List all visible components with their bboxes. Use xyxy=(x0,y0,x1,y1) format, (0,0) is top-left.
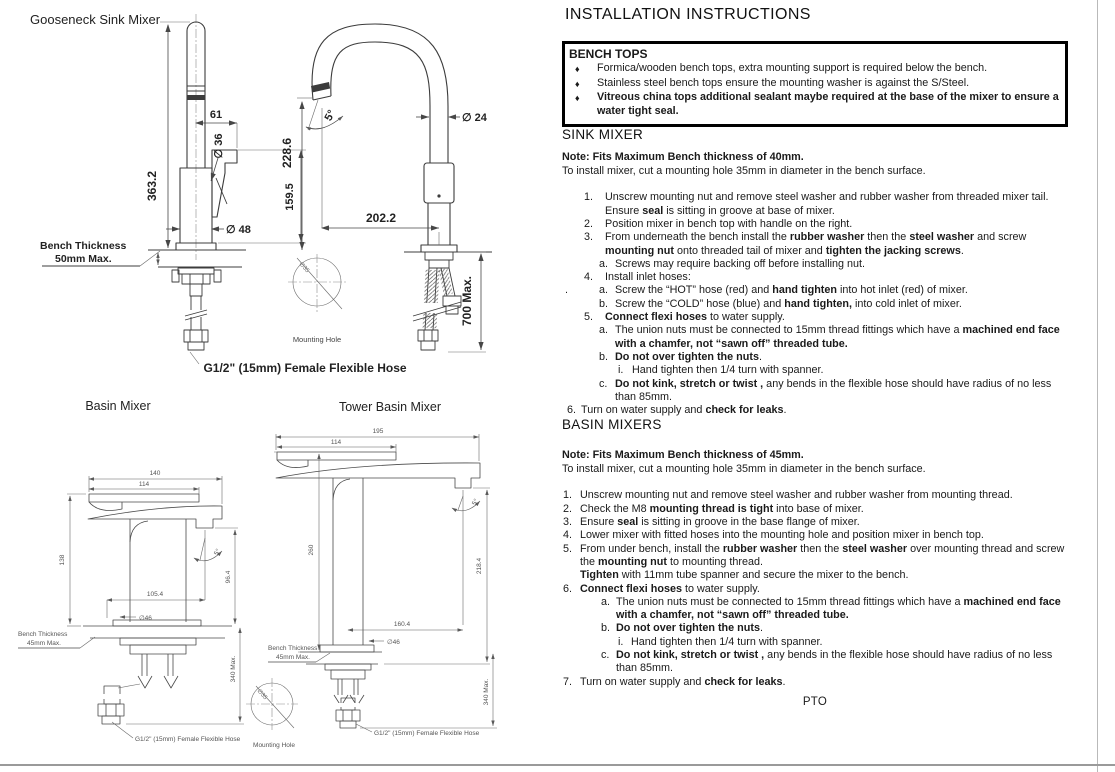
basin-mounting-hole-detail xyxy=(246,678,298,749)
sink-bench-thickness-value: 50mm Max. xyxy=(55,253,112,265)
dim-sink-hole-dia: ∅35 xyxy=(297,261,310,275)
dim-sink-2022: 202.2 xyxy=(365,211,397,225)
list-item: 3. Ensure seal is sitting in groove in the base flange of mixer. xyxy=(563,516,860,529)
dim-sink-dia24: ∅ 24 xyxy=(462,112,487,124)
sink-mixer-steps xyxy=(562,191,1068,417)
sink-mixer-heading: SINK MIXER xyxy=(562,127,644,143)
list-item: 5. Connect flexi hoses to water supply. xyxy=(584,311,785,324)
list-item: 1. Unscrew mounting nut and remove steel washer and rubber washer from mounting thread. xyxy=(563,489,1013,502)
dim-sink-dia36: ∅ 36 xyxy=(213,133,225,159)
list-item: c. Do not kink, stretch or twist , any bends in the flexible hose should have radius of no less than 85mm. xyxy=(599,377,1052,403)
tower-bench-thickness-label: Bench Thickness xyxy=(268,645,318,652)
list-item: i. Hand tighten then 1/4 turn with spanner. xyxy=(618,364,824,377)
sink-bench-thickness-label: Bench Thickness xyxy=(40,240,127,252)
instructions-column xyxy=(562,6,1068,708)
tower-basin-mixer-drawing xyxy=(268,400,497,737)
dim-tower-114: 114 xyxy=(330,439,342,446)
list-item: 3. From underneath the bench install the rubber washer then the steel washer and screw mounting nut onto threaded tail of mixer and tighten the jacking screws. xyxy=(584,231,1027,257)
list-item: 5. From under bench, install the rubber washer then the steel washer over mounting thread and screw the mounting nut to mounting thread. xyxy=(563,542,1065,568)
list-item: a. The union nuts must be connected to 15mm thread fittings which have a machined end face with a chamfer, not “sawn off” threaded tube. xyxy=(601,595,1061,622)
basin-hose-label: G1/2" (15mm) Female Flexible Hose xyxy=(135,736,241,743)
list-item: ♦ Stainless steel bench tops ensure the mounting washer is against the S/Steel. xyxy=(575,76,970,89)
list-item: 4. Lower mixer with fitted hoses into the mounting hole and position mixer in bench top. xyxy=(563,529,984,542)
dim-basin-angle: 5° xyxy=(213,547,223,557)
dim-tower-1604: 160.4 xyxy=(393,621,411,628)
dim-sink-2286: 228.6 xyxy=(280,137,294,169)
basin-bench-thickness-label: Bench Thickness xyxy=(18,631,68,638)
sink-mixer-title: Gooseneck Sink Mixer xyxy=(30,12,161,27)
dim-tower-340max: 340 Max. xyxy=(483,678,490,706)
basin-mixers-heading: BASIN MIXERS xyxy=(562,417,662,433)
sink-mixer-side-view xyxy=(190,24,492,375)
list-item: Tighten with 11mm tube spanner and secure the mixer to the bench. xyxy=(580,569,909,582)
page-edge-bottom xyxy=(0,764,1115,766)
list-item: b. Screw the “COLD” hose (blue) and hand tighten, into cold inlet of mixer. xyxy=(599,297,962,310)
sink-mixer-note: To install mixer, cut a mounting hole 35mm in diameter in the bench surface. xyxy=(562,164,926,177)
dim-tower-angle: 5° xyxy=(471,497,481,507)
dim-basin-138: 138 xyxy=(59,554,66,566)
dim-basin-340max: 340 Max. xyxy=(230,655,237,683)
basin-mixers-steps xyxy=(562,489,1068,688)
list-item: b. Do not over tighten the nuts. xyxy=(599,350,762,363)
basin-mixers-note: To install mixer, cut a mounting hole 35mm in diameter in the bench surface. xyxy=(562,462,926,475)
tower-basin-mixer-title: Tower Basin Mixer xyxy=(338,400,442,414)
sink-hose-label: G1/2" (15mm) Female Flexible Hose xyxy=(203,361,407,375)
list-item: a. The union nuts must be connected to 15mm thread fittings which have a machined end face with a chamfer, not “sawn off” threaded tube. xyxy=(599,324,1060,350)
list-item: . a. Screw the “HOT” hose (red) and hand tighten into hot inlet (red) of mixer. xyxy=(565,284,968,297)
dim-sink-1595: 159.5 xyxy=(284,183,296,211)
dim-sink-700max: 700 Max. xyxy=(460,275,474,327)
dim-sink-height: 363.2 xyxy=(145,170,159,202)
dim-tower-dia46: ∅46 xyxy=(387,639,400,646)
list-item: 1. Unscrew mounting nut and remove steel washer and rubber washer from threaded mixer tail. Ensure seal is sitting in groove at base of mixer. xyxy=(584,191,1049,217)
list-item: 6. Turn on water supply and check for leaks. xyxy=(567,404,787,417)
sink-mixer-note-bold: Note: Fits Maximum Bench thickness of 40mm. xyxy=(562,151,804,164)
list-item: i. Hand tighten then 1/4 turn with spanner. xyxy=(618,635,823,648)
dim-basin-140: 140 xyxy=(149,470,161,477)
basin-mixers-section xyxy=(562,417,1068,688)
list-item: c. Do not kink, stretch or twist , any bends in the flexible hose should have radius of no less than 85mm. xyxy=(601,648,1053,675)
list-item: 4. Install inlet hoses: xyxy=(584,271,691,284)
list-item: 6. Connect flexi hoses to water supply. xyxy=(563,582,760,595)
dim-sink-angle: 5° xyxy=(322,108,339,124)
basin-bench-thickness-value: 45mm Max. xyxy=(27,640,61,647)
dim-basin-1054: 105.4 xyxy=(146,591,164,598)
bench-tops-heading: BENCH TOPS xyxy=(569,47,648,61)
list-item: ♦ Vitreous china tops additional sealant maybe required at the base of the mixer to ensure a water tight seal. xyxy=(575,91,1059,117)
dim-basin-dia46: ∅46 xyxy=(139,615,152,622)
dim-sink-61: 61 xyxy=(209,109,223,121)
pto-label: PTO xyxy=(802,695,828,708)
list-item: a. Screws may require backing off before installing nut. xyxy=(599,257,866,270)
dim-tower-260: 260 xyxy=(308,544,315,556)
dim-basin-964: 96.4 xyxy=(225,570,232,584)
dim-tower-2184: 218.4 xyxy=(476,557,483,575)
list-item: 2. Position mixer in bench top with handle on the right. xyxy=(584,217,853,230)
sink-mixer-front-view xyxy=(30,12,306,350)
dim-sink-dia48: ∅ 48 xyxy=(226,224,251,236)
list-item: ♦ Formica/wooden bench tops, extra mounting support is required below the bench. xyxy=(575,62,988,74)
list-item: b. Do not over tighten the nuts. xyxy=(601,622,763,635)
bench-tops-list xyxy=(569,62,1059,118)
dim-tower-195: 195 xyxy=(372,428,384,435)
list-item: 7. Turn on water supply and check for leaks. xyxy=(563,675,786,688)
basin-mounting-hole-label: Mounting Hole xyxy=(253,742,295,749)
technical-drawings xyxy=(0,0,556,772)
page-title: INSTALLATION INSTRUCTIONS xyxy=(565,6,811,23)
sink-mixer-section xyxy=(562,127,1068,417)
tower-bench-thickness-value: 45mm Max. xyxy=(276,654,310,661)
sink-mounting-hole-label: Mounting Hole xyxy=(292,335,342,344)
basin-mixer-drawing xyxy=(18,399,244,743)
page-edge-right xyxy=(1097,0,1098,772)
dim-basin-114: 114 xyxy=(138,481,150,488)
dim-hole-dia: ∅35 xyxy=(255,688,268,702)
tower-hose-label: G1/2" (15mm) Female Flexible Hose xyxy=(374,730,480,737)
basin-mixers-note-bold: Note: Fits Maximum Bench thickness of 45mm. xyxy=(562,449,804,462)
list-item: 2. Check the M8 mounting thread is tight into base of mixer. xyxy=(563,502,864,515)
basin-mixer-title: Basin Mixer xyxy=(85,399,151,413)
bench-tops-box xyxy=(562,41,1068,127)
